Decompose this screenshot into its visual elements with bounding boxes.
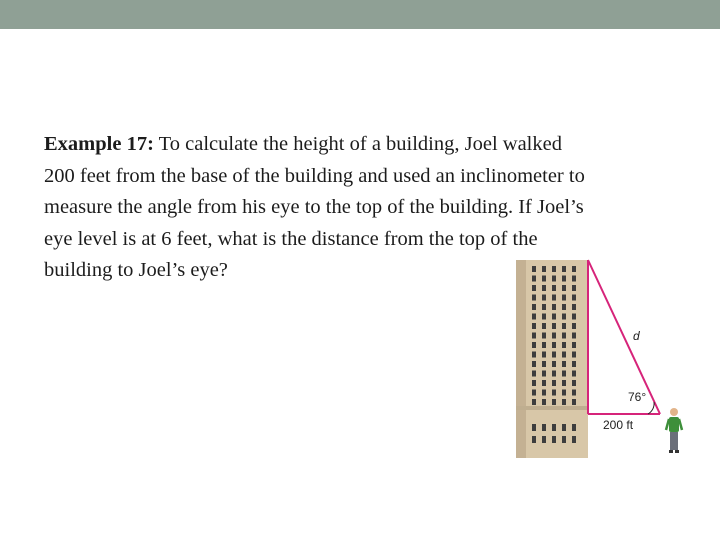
- building-window: [542, 361, 546, 367]
- person-shoe-right: [675, 450, 679, 453]
- building-window: [562, 342, 566, 348]
- building-window: [542, 371, 546, 377]
- building-window: [572, 399, 576, 405]
- building-window: [552, 304, 556, 310]
- building-window: [532, 276, 536, 282]
- building-window: [572, 371, 576, 377]
- building-window: [572, 333, 576, 339]
- building-window: [532, 333, 536, 339]
- building-window: [532, 380, 536, 386]
- building-window: [562, 352, 566, 358]
- building-window: [542, 304, 546, 310]
- building-window: [532, 390, 536, 396]
- building-window: [542, 276, 546, 282]
- building-window: [562, 304, 566, 310]
- building-window: [532, 371, 536, 377]
- building-window: [542, 399, 546, 405]
- building-window: [572, 323, 576, 329]
- building-window: [542, 390, 546, 396]
- person-figure: [666, 408, 682, 453]
- building-window: [532, 361, 536, 367]
- building-window: [542, 323, 546, 329]
- example-line-4: eye level is at 6 feet, what is the distance from the top of the: [44, 227, 538, 250]
- building-window: [562, 295, 566, 301]
- building-window: [552, 361, 556, 367]
- person-shoe-left: [669, 450, 673, 453]
- building-window: [542, 333, 546, 339]
- person-shirt: [669, 417, 679, 432]
- building-window: [532, 436, 536, 443]
- building-window: [532, 323, 536, 329]
- building-window: [572, 285, 576, 291]
- building-window: [542, 295, 546, 301]
- angle-label: 76°: [628, 390, 647, 404]
- building-window: [572, 266, 576, 272]
- building-window: [572, 295, 576, 301]
- building-window: [562, 371, 566, 377]
- building-window: [572, 342, 576, 348]
- person-arm-left: [666, 419, 669, 430]
- building-window: [552, 390, 556, 396]
- building-band: [516, 406, 588, 410]
- building-window: [552, 314, 556, 320]
- building-window: [552, 380, 556, 386]
- person-head: [670, 408, 678, 416]
- building-window: [542, 424, 546, 431]
- building-window: [532, 295, 536, 301]
- building-window: [552, 295, 556, 301]
- person-arm-right: [679, 419, 682, 430]
- building-window: [542, 436, 546, 443]
- building-window: [572, 380, 576, 386]
- example-line-3: measure the angle from his eye to the top of the building. If Joel’s: [44, 196, 584, 218]
- building-window: [562, 314, 566, 320]
- building-window: [562, 266, 566, 272]
- building-window: [552, 266, 556, 272]
- building-window: [562, 333, 566, 339]
- building-window: [562, 424, 566, 431]
- building-window: [532, 285, 536, 291]
- building-figure: [512, 254, 692, 460]
- building-window: [532, 266, 536, 272]
- building-window: [552, 323, 556, 329]
- angle-arc: [648, 402, 654, 414]
- person-pants: [670, 432, 678, 450]
- building-window: [552, 276, 556, 282]
- building-figure-svg: [512, 254, 692, 460]
- distance-label: d: [633, 329, 640, 343]
- building-window: [552, 333, 556, 339]
- building-window: [572, 424, 576, 431]
- building-window: [552, 352, 556, 358]
- building-window: [552, 424, 556, 431]
- base-label: 200 ft: [603, 418, 634, 432]
- building-window: [562, 390, 566, 396]
- building-window: [562, 436, 566, 443]
- building-window: [542, 380, 546, 386]
- building-window: [572, 352, 576, 358]
- building-window: [532, 399, 536, 405]
- building-window: [572, 361, 576, 367]
- building-window: [572, 276, 576, 282]
- building-window: [532, 352, 536, 358]
- building-window: [542, 314, 546, 320]
- example-line-5: building to Joel’s eye?: [44, 259, 228, 281]
- building-window: [572, 304, 576, 310]
- building-window: [532, 342, 536, 348]
- building-window: [532, 304, 536, 310]
- example-line-1-text: To calculate the height of a building, Joel walked: [153, 133, 562, 155]
- building-window: [542, 352, 546, 358]
- building-window: [572, 390, 576, 396]
- building-window: [572, 436, 576, 443]
- building-window: [532, 424, 536, 431]
- building-window: [562, 399, 566, 405]
- example-line-1: [44, 129, 694, 161]
- building-window: [542, 285, 546, 291]
- example-label: Example 17:: [44, 133, 154, 155]
- building-window: [552, 342, 556, 348]
- building: [516, 260, 588, 458]
- building-window: [562, 276, 566, 282]
- building-window: [532, 314, 536, 320]
- building-window: [542, 342, 546, 348]
- right-triangle: [588, 260, 660, 414]
- building-window: [562, 380, 566, 386]
- building-window: [562, 285, 566, 291]
- example-line-2: 200 feet from the base of the building and used an inclinometer to: [44, 164, 585, 187]
- triangle-hypotenuse: [588, 260, 660, 414]
- building-window: [542, 266, 546, 272]
- building-window: [552, 399, 556, 405]
- building-window: [562, 361, 566, 367]
- top-bar: [0, 0, 720, 29]
- building-window: [552, 371, 556, 377]
- building-left-shade: [516, 260, 526, 458]
- building-window: [572, 314, 576, 320]
- building-window: [552, 436, 556, 443]
- building-window: [562, 323, 566, 329]
- building-window: [552, 285, 556, 291]
